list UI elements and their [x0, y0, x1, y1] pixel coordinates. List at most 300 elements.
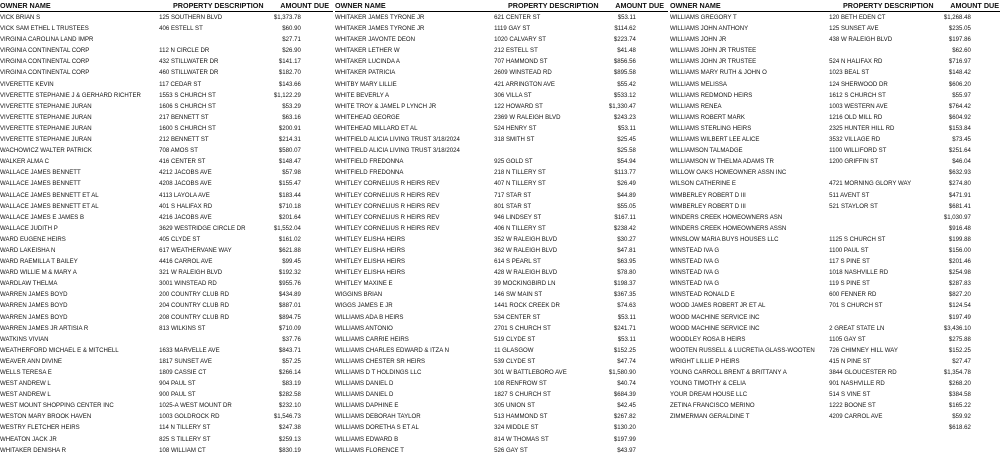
owner-name-cell: WILLIAMS MELISSA — [670, 80, 727, 88]
table-row — [0, 356, 306, 367]
amount-due-cell: $1,030.97 — [943, 213, 971, 221]
amount-due-cell: $367.35 — [613, 291, 636, 299]
amount-due-cell: $618.62 — [948, 424, 971, 432]
owner-name-cell: WESTRY FLETCHER HEIRS — [0, 424, 80, 432]
table-row — [670, 345, 976, 356]
owner-name-cell: WHITAKER LUCINDA A — [335, 58, 400, 66]
property-description-cell: 212 ESTELL ST — [494, 47, 538, 55]
table-row — [335, 312, 641, 323]
owner-name-cell: WILLIAMSON TALMADGE — [670, 147, 743, 155]
table-row — [335, 334, 641, 345]
table-row — [335, 267, 641, 278]
table-row — [670, 67, 976, 78]
owner-name-cell: ZETINA FRANCISCO MERINO — [670, 402, 755, 410]
owner-name-cell: WEAVER ANN DIVINE — [0, 357, 62, 365]
table-row — [335, 190, 641, 201]
table-row — [670, 389, 976, 400]
owner-name-cell: WINSTEAD IVA G — [670, 280, 720, 288]
table-row — [0, 267, 306, 278]
amount-due-cell: $26.49 — [617, 180, 636, 188]
owner-name-cell: WHITLEY ELISHA HEIRS — [335, 235, 406, 243]
amount-due-header: AMOUNT DUE — [950, 1, 999, 10]
amount-due-cell: $684.39 — [613, 391, 636, 399]
property-description-cell: 406 ESTELL ST — [159, 25, 203, 33]
property-description-cell: 708 AMOS ST — [159, 147, 198, 155]
owner-name-cell: WHITE BEVERLY A — [335, 91, 390, 99]
amount-due-cell: $167.11 — [614, 213, 636, 221]
amount-due-cell: $214.31 — [278, 136, 301, 144]
amount-due-cell: $434.89 — [278, 291, 301, 299]
owner-name-cell: WESTON MARY BROOK HAVEN — [0, 413, 92, 421]
property-description-cell: 513 HAMMOND ST — [494, 413, 548, 421]
table-row — [335, 445, 641, 456]
listing-rows — [0, 12, 333, 456]
property-description-cell: 526 GAY ST — [494, 446, 528, 454]
owner-name-cell: WHITLEY MAXINE E — [335, 280, 393, 288]
owner-name-cell: WACHOWICZ WALTER PATRICK — [0, 147, 92, 155]
amount-due-cell: $384.58 — [948, 391, 971, 399]
amount-due-cell: $243.23 — [613, 113, 636, 121]
property-description-cell: 1100 WILLIFORD ST — [829, 147, 887, 155]
owner-name-cell: WEST ANDREW L — [0, 391, 51, 399]
owner-name-cell: WHITEHEAD MILLARD ET AL — [335, 124, 418, 132]
owner-name-cell: WILLIAMS DANIEL D — [335, 391, 394, 399]
table-row — [670, 256, 976, 267]
listing-rows — [335, 12, 668, 456]
amount-due-cell: $197.99 — [613, 435, 636, 443]
owner-name-cell: WEST MOUNT SHOPPING CENTER INC — [0, 402, 114, 410]
amount-due-cell: $827.20 — [948, 291, 971, 299]
table-row — [0, 300, 306, 311]
owner-name-cell: WILLIAMS ANTONIO — [335, 324, 393, 332]
property-description-cell: 3629 WESTRIDGE CIRCLE DR — [159, 224, 246, 232]
table-row — [0, 422, 306, 433]
owner-name-cell: WINSTEAD RONALD E — [670, 291, 735, 299]
amount-due-cell: $197.49 — [948, 313, 971, 321]
property-description-cell: 707 HAMMOND ST — [494, 58, 548, 66]
amount-due-cell: $113.77 — [614, 169, 636, 177]
amount-due-cell: $161.02 — [278, 235, 301, 243]
owner-name-cell: WILLIAMS STERLING HEIRS — [670, 124, 752, 132]
property-description-header: PROPERTY DESCRIPTION — [173, 1, 264, 10]
property-description-cell: 1441 ROCK CREEK DR — [494, 302, 560, 310]
owner-name-cell: WINSTEAD IVA G — [670, 246, 720, 254]
table-row — [670, 278, 976, 289]
amount-due-cell: $259.13 — [278, 435, 301, 443]
amount-due-cell: $53.11 — [617, 14, 636, 21]
table-row — [0, 56, 306, 67]
owner-name-cell: WHITFIELD FREDONNA — [335, 169, 404, 177]
owner-name-cell: WIGGINS BRIAN — [335, 291, 383, 299]
owner-name-cell: VIVERETTE STEPHANIE JURAN — [0, 136, 92, 144]
property-description-cell: 406 N TILLERY ST — [494, 224, 546, 232]
amount-due-cell: $830.19 — [278, 446, 301, 454]
table-row — [335, 12, 641, 23]
table-row — [0, 400, 306, 411]
amount-due-cell: $63.16 — [282, 113, 301, 121]
amount-due-cell: $156.00 — [948, 246, 971, 254]
table-row — [670, 90, 976, 101]
owner-name-cell: YOUR DREAM HOUSE LLC — [670, 391, 748, 399]
property-description-cell: 1025-A WEST MOUNT DR — [159, 402, 232, 410]
owner-name-cell: WINSTEAD IVA G — [670, 258, 720, 266]
property-description-cell: 1003 GOLDROCK RD — [159, 413, 220, 421]
amount-due-cell: $30.27 — [617, 235, 636, 243]
owner-name-cell: WINDERS CREEK HOMEOWNERS ASN — [670, 213, 783, 221]
owner-name-cell: ZIMMERMAN GERALDINE T — [670, 413, 750, 421]
owner-name-cell: WHITLEY CORNELIUS R HEIRS REV — [335, 213, 440, 221]
table-row — [670, 112, 976, 123]
property-description-cell: 122 HOWARD ST — [494, 102, 543, 110]
table-row — [0, 389, 306, 400]
amount-due-cell: $887.01 — [278, 302, 301, 310]
owner-name-cell: WHITAKER LETHER W — [335, 47, 400, 55]
owner-name-cell: WALLACE JAMES E JAMES B — [0, 213, 85, 221]
owner-name-cell: WILLIAMS RENEA — [670, 102, 722, 110]
owner-name-cell: WALLACE JAMES BENNETT ET AL — [0, 191, 99, 199]
table-row — [670, 123, 976, 134]
owner-name-cell: VIRGINIA CONTINENTAL CORP — [0, 69, 90, 77]
owner-name-cell: WHITLEY CORNELIUS R HEIRS REV — [335, 202, 440, 210]
table-row — [670, 234, 976, 245]
owner-name-cell: WHITFIELD ALICIA LIVING TRUST 3/18/2024 — [335, 147, 460, 155]
amount-due-cell: $764.42 — [948, 102, 971, 110]
amount-due-cell: $681.41 — [948, 202, 971, 210]
property-description-header: PROPERTY DESCRIPTION — [843, 1, 934, 10]
amount-due-cell: $606.20 — [948, 80, 971, 88]
amount-due-cell: $1,354.78 — [943, 369, 971, 376]
table-row — [0, 367, 306, 378]
amount-due-cell: $165.22 — [948, 402, 971, 410]
owner-name-cell: WILLIAMS DAPHINE E — [335, 402, 399, 410]
owner-name-cell: WATKINS VIVIAN — [0, 335, 49, 343]
table-row — [0, 411, 306, 422]
property-description-cell: 900 PAUL ST — [159, 391, 196, 399]
table-row — [335, 400, 641, 411]
property-description-cell: 125 SOUTHERN BLVD — [159, 14, 223, 21]
owner-name-cell: WILLIAMS JOHN JR TRUSTEE — [670, 58, 757, 66]
property-description-cell: 4209 CARROL AVE — [829, 413, 883, 421]
owner-name-cell: WHITAKER DENISHA R — [0, 446, 66, 454]
owner-name-cell: WRIGHT LILLIE P HEIRS — [670, 357, 740, 365]
owner-name-cell: WILLIAMS FLORENCE T — [335, 446, 404, 454]
amount-due-cell: $274.80 — [948, 180, 971, 188]
table-row — [335, 145, 641, 156]
amount-due-cell: $46.04 — [952, 158, 971, 166]
property-description-cell: 1222 BOONE ST — [829, 402, 876, 410]
table-row — [670, 223, 976, 234]
owner-name-cell: WOOTEN RUSSELL & LUCRETIA GLASS-WOOTEN — [670, 346, 815, 354]
owner-name-cell: WILLIAMS DORETHA S ET AL — [335, 424, 419, 432]
amount-due-cell: $916.48 — [948, 224, 971, 232]
amount-due-header: AMOUNT DUE — [280, 1, 329, 10]
owner-name-cell: VICK SAM ETHEL L TRUSTEES — [0, 25, 89, 33]
table-row — [670, 267, 976, 278]
property-description-cell: 600 FENNER RD — [829, 291, 877, 299]
table-row — [335, 34, 641, 45]
amount-due-cell: $1,122.29 — [273, 91, 301, 99]
table-row — [335, 178, 641, 189]
owner-name-cell: WHITBY MARY LILLIE — [335, 80, 397, 88]
owner-name-cell: WILLIAMS CHARLES EDWARD & ITZA N — [335, 346, 450, 354]
table-row — [0, 34, 306, 45]
amount-due-cell: $200.91 — [278, 124, 301, 132]
table-row — [335, 300, 641, 311]
amount-due-cell: $604.92 — [948, 113, 971, 121]
amount-due-cell: $183.44 — [278, 191, 301, 199]
table-row — [0, 312, 306, 323]
table-row — [670, 289, 976, 300]
table-row — [335, 123, 641, 134]
table-row — [335, 101, 641, 112]
owner-name-cell: WALLACE JAMES BENNETT — [0, 169, 81, 177]
property-description-cell: 539 CLYDE ST — [494, 357, 536, 365]
property-description-cell: 925 GOLD ST — [494, 158, 533, 166]
amount-due-cell: $60.90 — [282, 25, 301, 33]
table-row — [0, 278, 306, 289]
property-description-cell: 415 N PINE ST — [829, 357, 871, 365]
amount-due-cell: $275.88 — [948, 335, 971, 343]
owner-name-cell: WARD EUGENE HEIRS — [0, 235, 66, 243]
table-row — [670, 178, 976, 189]
property-description-cell: 362 W RALEIGH BLVD — [494, 246, 558, 254]
table-row — [670, 167, 976, 178]
owner-name-cell: WEATHERFORD MICHAEL E & MITCHELL — [0, 346, 119, 354]
amount-due-cell: $199.88 — [948, 235, 971, 243]
amount-due-cell: $83.19 — [282, 380, 301, 388]
owner-name-cell: WILLIAMS MARY RUTH & JOHN O — [670, 69, 767, 77]
table-row — [335, 212, 641, 223]
amount-due-cell: $47.74 — [617, 357, 636, 365]
table-row — [335, 23, 641, 34]
owner-name-cell: VICK BRIAN S — [0, 14, 41, 21]
owner-name-cell: WARREN JAMES BOYD — [0, 302, 68, 310]
amount-due-cell: $43.97 — [617, 446, 636, 454]
table-row — [0, 23, 306, 34]
owner-name-cell: WILLIAMSON W THELMA ADAMS TR — [670, 158, 774, 166]
table-row — [670, 356, 976, 367]
property-description-cell: 1809 CASSIE CT — [159, 369, 207, 376]
amount-due-cell: $1,580.90 — [608, 369, 636, 376]
table-row — [670, 56, 976, 67]
property-description-cell: 4212 JACOBS AVE — [159, 169, 212, 177]
table-row — [670, 378, 976, 389]
table-row — [335, 389, 641, 400]
table-row — [335, 167, 641, 178]
property-description-cell: 212 BENNETT ST — [159, 136, 209, 144]
table-row — [0, 178, 306, 189]
property-description-cell: 318 SMITH ST — [494, 136, 535, 144]
table-row — [0, 90, 306, 101]
owner-name-cell: VIRGINIA CONTINENTAL CORP — [0, 58, 90, 66]
table-row — [670, 367, 976, 378]
table-row — [670, 422, 976, 433]
owner-name-cell: WOOD MACHINE SERVICE INC — [670, 313, 760, 321]
table-row — [670, 312, 976, 323]
amount-due-header: AMOUNT DUE — [615, 1, 664, 10]
table-row — [335, 378, 641, 389]
property-description-cell: 117 CEDAR ST — [159, 80, 202, 88]
table-row — [335, 422, 641, 433]
table-row — [670, 134, 976, 145]
property-description-cell: 200 COUNTRY CLUB RD — [159, 291, 230, 299]
amount-due-cell: $44.89 — [617, 191, 636, 199]
amount-due-cell: $235.05 — [948, 25, 971, 33]
property-description-cell: 524 HENRY ST — [494, 124, 537, 132]
property-description-cell: 108 RENFROW ST — [494, 380, 547, 388]
table-row — [0, 45, 306, 56]
property-description-cell: 401 S HALIFAX RD — [159, 202, 213, 210]
owner-name-cell: WINSLOW MARIA BUYS HOUSES LLC — [670, 235, 779, 243]
amount-due-cell: $201.46 — [948, 258, 971, 266]
property-description-cell: 4208 JACOBS AVE — [159, 180, 212, 188]
column-header — [335, 0, 668, 12]
table-row — [0, 67, 306, 78]
owner-name-cell: WILLIAMS JOHN JR TRUSTEE — [670, 47, 757, 55]
owner-name-cell: WILLIAMS EDWARD B — [335, 435, 399, 443]
owner-name-cell: WARD RAEMILLA T BAILEY — [0, 258, 78, 266]
property-description-cell: 125 SUNSET AVE — [829, 25, 879, 33]
property-description-cell: 901 NASHVILLE RD — [829, 380, 885, 388]
table-row — [0, 223, 306, 234]
amount-due-cell: $3,436.10 — [943, 324, 971, 332]
amount-due-cell: $55.97 — [952, 91, 971, 99]
table-row — [670, 300, 976, 311]
table-row — [0, 79, 306, 90]
amount-due-cell: $710.09 — [278, 324, 301, 332]
owner-name-cell: WHITAKER JAVONTE DEON — [335, 36, 415, 44]
amount-due-cell: $1,373.78 — [273, 14, 301, 21]
table-row — [335, 367, 641, 378]
owner-name-cell: YOUNG CARROLL BRENT & BRITTANY A — [670, 369, 787, 376]
property-description-cell: 218 N TILLERY ST — [494, 169, 546, 177]
table-row — [670, 323, 976, 334]
owner-name-cell: WARREN JAMES BOYD — [0, 291, 68, 299]
property-description-cell: 352 W RALEIGH BLVD — [494, 235, 558, 243]
amount-due-cell: $182.70 — [278, 69, 301, 77]
property-description-cell: 1817 SUNSET AVE — [159, 357, 212, 365]
table-row — [0, 145, 306, 156]
amount-due-cell: $141.17 — [278, 58, 301, 66]
amount-due-cell: $843.71 — [278, 346, 301, 354]
property-description-cell: 519 CLYDE ST — [494, 335, 536, 343]
property-description-cell: 521 STAYLOR ST — [829, 202, 878, 210]
amount-due-cell: $192.32 — [278, 269, 301, 277]
amount-due-cell: $54.94 — [617, 158, 636, 166]
table-row — [0, 190, 306, 201]
owner-name-cell: WILLIAMS CHESTER SR HEIRS — [335, 357, 426, 365]
amount-due-cell: $57.98 — [282, 169, 301, 177]
amount-due-cell: $74.63 — [617, 302, 636, 310]
owner-name-cell: WHITLEY CORNELIUS R HEIRS REV — [335, 180, 440, 188]
amount-due-cell: $223.74 — [613, 36, 636, 44]
amount-due-cell: $198.37 — [613, 280, 636, 288]
owner-name-cell: VIVERETTE STEPHANIE JURAN — [0, 102, 92, 110]
owner-name-cell: WARD LAKEISHA N — [0, 246, 56, 254]
owner-name-cell: WHITAKER JAMES TYRONE JR — [335, 14, 425, 21]
owner-name-cell: WILLIAMS REDMOND HEIRS — [670, 91, 753, 99]
amount-due-cell: $1,546.73 — [273, 413, 301, 421]
property-description-cell: 217 BENNETT ST — [159, 113, 209, 121]
amount-due-cell: $55.42 — [617, 80, 636, 88]
owner-name-cell: WARREN JAMES JR ARTISIA R — [0, 324, 89, 332]
property-description-cell: 428 W RALEIGH BLVD — [494, 269, 558, 277]
owner-name-cell: WILLOW OAKS HOMEOWNER ASSN INC — [670, 169, 787, 177]
property-description-cell: 514 S VINE ST — [829, 391, 871, 399]
amount-due-cell: $247.38 — [278, 424, 301, 432]
owner-name-cell: WILLIAMS JOHN JR — [670, 36, 727, 44]
table-row — [670, 190, 976, 201]
property-description-cell: 4113 LAYOLA AVE — [159, 191, 210, 199]
owner-name-cell: WALLACE JAMES BENNETT ET AL — [0, 202, 99, 210]
amount-due-cell: $99.45 — [282, 258, 301, 266]
property-description-cell: 117 S PINE ST — [829, 258, 870, 266]
amount-due-cell: $716.97 — [948, 58, 971, 66]
property-description-cell: 4721 MORNING GLORY WAY — [829, 180, 912, 188]
amount-due-cell: $148.47 — [278, 158, 301, 166]
owner-name-cell: WILLIAMS ROBERT MARK — [670, 113, 745, 121]
owner-name-cell: WILLIAMS WILBERT LEE ALICE — [670, 136, 760, 144]
amount-due-cell: $27.71 — [282, 36, 301, 44]
table-row — [335, 90, 641, 101]
amount-due-cell: $1,552.04 — [273, 224, 301, 232]
owner-name-cell: WALLACE JAMES BENNETT — [0, 180, 81, 188]
owner-name-cell: WHITLEY ELISHA HEIRS — [335, 258, 406, 266]
property-description-cell: 3001 WINSTEAD RD — [159, 280, 217, 288]
owner-name-cell: WHITFIELD FREDONNA — [335, 158, 404, 166]
amount-due-cell: $153.84 — [948, 124, 971, 132]
amount-due-cell: $114.62 — [614, 25, 636, 33]
amount-due-cell: $471.91 — [948, 191, 971, 199]
amount-due-cell: $1,330.47 — [608, 102, 636, 110]
property-description-cell: 1105 GAY ST — [829, 335, 866, 343]
owner-name-cell: WOOD MACHINE SERVICE INC — [670, 324, 760, 332]
table-row — [670, 201, 976, 212]
amount-due-cell: $201.64 — [278, 213, 301, 221]
owner-name-header: OWNER NAME — [335, 1, 386, 10]
amount-due-cell: $42.45 — [617, 402, 636, 410]
amount-due-cell: $143.66 — [278, 80, 301, 88]
property-description-cell: 432 STILLWATER DR — [159, 58, 219, 66]
property-description-cell: 2325 HUNTER HILL RD — [829, 124, 895, 132]
property-description-cell: 726 CHIMNEY HILL WAY — [829, 346, 898, 354]
property-description-cell: 701 S CHURCH ST — [829, 302, 883, 310]
table-row — [335, 345, 641, 356]
property-description-cell: 1003 WESTERN AVE — [829, 102, 888, 110]
property-description-cell: 112 N CIRCLE DR — [159, 47, 210, 55]
table-row — [0, 101, 306, 112]
amount-due-cell: $232.10 — [278, 402, 301, 410]
owner-name-cell: WILLIAMS DEBORAH TAYLOR — [335, 413, 421, 421]
listing-rows — [670, 12, 1000, 434]
owner-name-cell: WHITAKER JAMES TYRONE JR — [335, 25, 425, 33]
table-row — [335, 79, 641, 90]
amount-due-cell: $62.60 — [952, 47, 971, 55]
table-row — [0, 445, 306, 456]
table-row — [335, 411, 641, 422]
property-description-cell: 2609 WINSTEAD RD — [494, 69, 552, 77]
property-description-cell: 4216 JACOBS AVE — [159, 213, 212, 221]
amount-due-cell: $955.76 — [278, 280, 301, 288]
property-description-cell: 208 COUNTRY CLUB RD — [159, 313, 230, 321]
property-description-cell: 324 MIDDLE ST — [494, 424, 539, 432]
amount-due-cell: $197.86 — [948, 36, 971, 44]
amount-due-cell: $894.75 — [278, 313, 301, 321]
owner-name-cell: WILLIAMS JOHN ANTHONY — [670, 25, 749, 33]
property-description-cell: 1018 NASHVILLE RD — [829, 269, 889, 277]
property-description-cell: 321 W RALEIGH BLVD — [159, 269, 223, 277]
table-row — [0, 378, 306, 389]
